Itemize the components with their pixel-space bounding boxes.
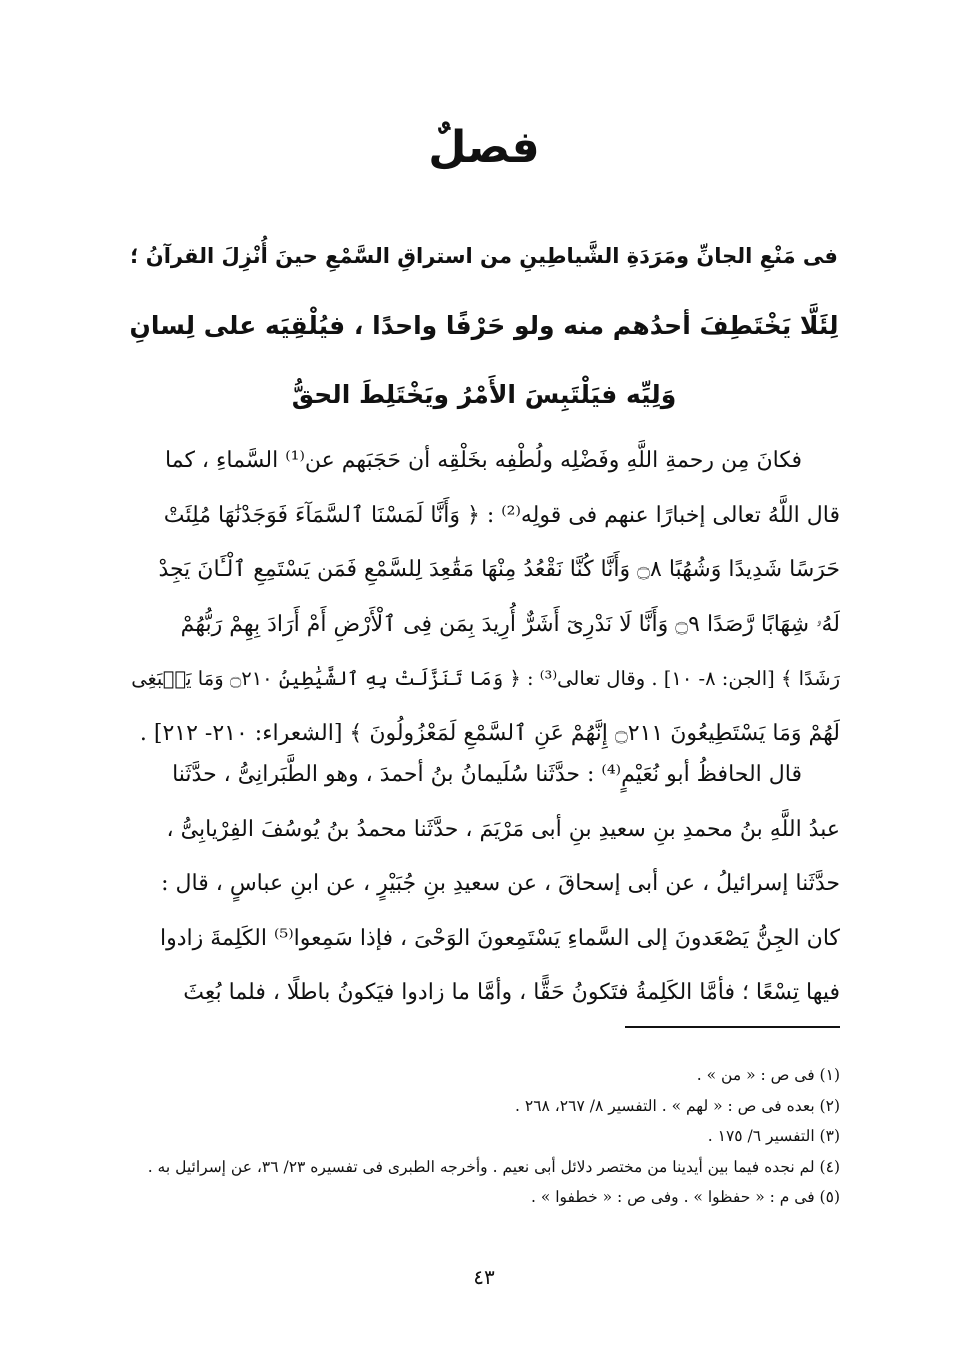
footnote: (٣) التفسير ٦/ ١٧٥ . [707, 1127, 840, 1145]
body-line: لَهُۥ شِهَابًا رَّصَدًا ۝٩ وَأَنَّا لَا نَدْرِىٓ أَشَرٌّ أُرِيدَ بِمَن فِى ٱلْأَرْضِ أَمْ أَرَادَ بِهِمْ رَبُّهُمْ [180, 611, 840, 637]
section-title-line: وَلِيِّه فيَلْتَبِسَ الأَمْرُ ويَخْتَلِطَ الحقُّ [291, 380, 677, 409]
body-line: قال الحافظُ أبو نُعَيْمٍ⁽⁴⁾ : حدَّثَنا سُلَيمانُ بنُ أحمدَ ، وهو الطَّبَرانِىُّ ، حدَّثَنا [172, 762, 802, 787]
section-title-line: لِئَلَّا يَخْتَطِفَ أحدُهم منه ولو حَرْفًا واحدًا ، فيُلْقِيَه على لِسانِ [129, 311, 839, 340]
section-title [125, 222, 843, 429]
body-line: لَهُمْ وَمَا يَسْتَطِيعُونَ ۝٢١١ إِنَّهُمْ عَنِ ٱلسَّمْعِ لَمَعْزُولُونَ ﴾ [الشعراء: ٢١٠- ٢١٢] . [139, 720, 840, 746]
page-number: ٤٣ [473, 1265, 495, 1289]
body-line: فكانَ مِن رحمةِ اللَّهِ وفَضْلِه ولُطْفِه بخَلْقِه أن حَجَبَهم عن⁽¹⁾ السَّماءِ ، كما [165, 448, 802, 473]
body-line: حدَّثَنا إسرائيلُ ، عن أبى إسحاقَ ، عن سعيدِ بنِ جُبَيْرٍ ، عن ابنِ عباسٍ ، قال : [161, 871, 840, 896]
body-line: قال اللَّهُ تعالى إخبارًا عنهم فى قولِه⁽²⁾ : ﴿ وَأَنَّا لَمَسْنَا ٱلسَّمَآءَ فَوَجَدْنَٰهَا مُلِئَتْ [163, 502, 840, 528]
body-paragraph-1 [128, 434, 840, 761]
footnotes [128, 1060, 840, 1213]
footnote: (٢) بعده فى ص : « لهم » . التفسير ٨/ ٢٦٧، ٢٦٨ . [515, 1096, 840, 1115]
body-line: عبدُ اللَّهِ بنُ محمدِ بنِ سعيدِ بنِ أبى مَرْيَمَ ، حدَّثَنا محمدُ بنُ يُوسُفَ الفِرْيابِىُّ ، [166, 816, 840, 842]
body-line: حَرَسًا شَدِيدًا وَشُهُبًا ۝٨ وَأَنَّا كُنَّا نَقْعُدُ مِنْهَا مَقَٰعِدَ لِلسَّمْعِ فَمَن يَسْتَمِعِ ٱلْـَٔانَ يَجِدْ [158, 557, 840, 582]
section-title-line: فى مَنْعِ الجانِّ ومَرَدَةِ الشَّياطِينِ من استراقِ السَّمْعِ حينَ أُنْزِلَ القرآنُ ؛ [130, 244, 838, 268]
footnote: (١) فى ص : « من » . [696, 1066, 840, 1084]
body-line: فيها تِسْعًا ؛ فأمَّا الكَلِمةُ فتَكونُ حَقًّا ، وأمَّا ما زادوا فيَكونُ باطلًا ، فلما بُعِثَ [183, 980, 840, 1005]
body-line: رَشَدًا ﴾ [الجن: ٨- ١٠] . وقال تعالى⁽³⁾ : ﴿ وَمَا تَنَزَّلَتْ بِهِ ٱلشَّيَٰطِينُ ۝٢١٠ وَمَا يَنۢبَغِى [131, 667, 840, 690]
footnote: (٥) فى م : « حفظوا » . وفى ص : « خطفوا » . [530, 1188, 840, 1206]
body-line: كان الجِنُّ يَصْعَدونَ إلى السَّماءِ يَسْتَمِعونَ الوَحْىَ ، فإذا سَمِعوا⁽⁵⁾ الكَلِمةَ زادوا [159, 925, 840, 951]
chapter-heading: فصلٌ [428, 122, 540, 173]
footnote-separator [625, 1026, 840, 1028]
body-paragraph-2 [128, 748, 840, 1021]
footnote: (٤) لم نجده فيما بين أيدينا من مختصر دلائل أبى نعيم . وأخرجه الطبرى فى تفسيره ٢٣/ ٣٦، عن إسرائيل به . [147, 1157, 840, 1176]
